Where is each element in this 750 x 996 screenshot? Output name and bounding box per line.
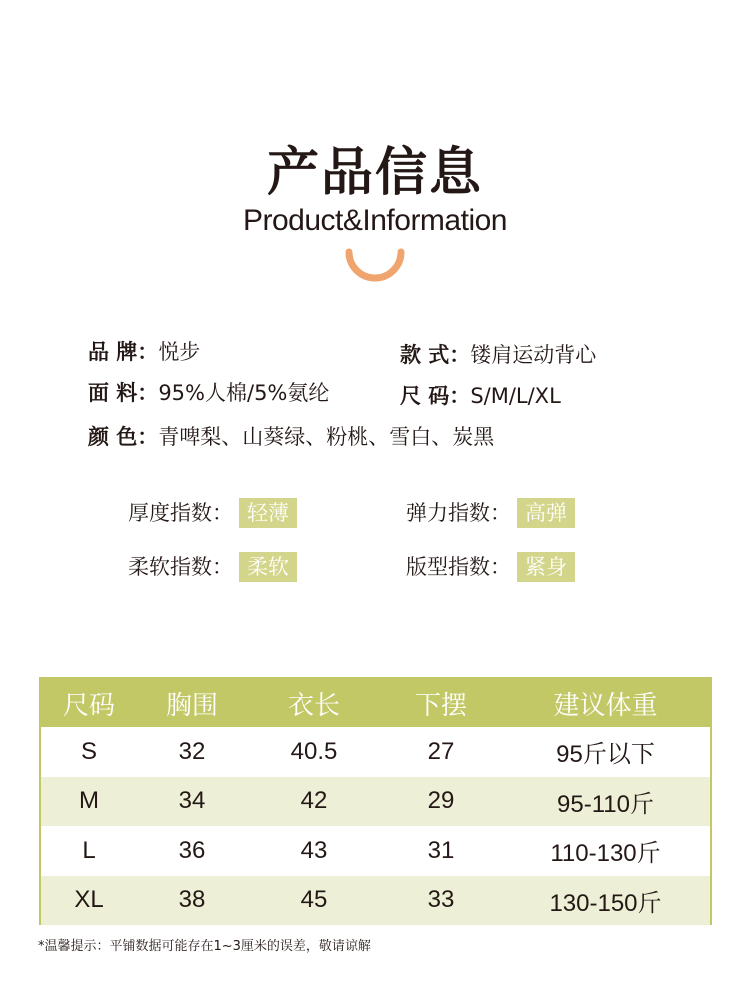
index-elastic-tag: 高弹 xyxy=(517,498,575,528)
info-fabric-value: 95%人棉/5%氨纶 xyxy=(158,381,330,405)
table-header-cell: 衣长 xyxy=(287,690,340,721)
info-style-key: 款 式： xyxy=(400,343,471,367)
index-thickness-label: 厚度指数： xyxy=(128,501,233,525)
table-cell: S xyxy=(80,737,97,765)
info-fabric xyxy=(88,379,329,407)
table-cell: 110-130斤 xyxy=(550,840,661,868)
index-fit-label: 版型指数： xyxy=(406,555,511,579)
table-cell: M xyxy=(79,787,99,815)
table-header-cell: 建议体重 xyxy=(553,690,658,721)
size-table xyxy=(39,677,712,925)
info-size xyxy=(400,382,561,410)
index-elastic-label: 弹力指数： xyxy=(406,501,511,525)
table-row xyxy=(41,777,710,827)
table-cell: 29 xyxy=(427,787,455,815)
table-cell: 42 xyxy=(300,787,328,815)
table-cell: 27 xyxy=(427,737,455,765)
table-cell: L xyxy=(82,836,96,864)
page-title-cn: 产品信息 xyxy=(266,143,483,203)
info-color xyxy=(88,423,494,451)
table-cell: 45 xyxy=(300,886,328,914)
table-cell: 36 xyxy=(178,836,206,864)
table-row xyxy=(41,876,710,926)
info-size-key: 尺 码： xyxy=(400,384,471,408)
table-cell: 33 xyxy=(427,886,455,914)
table-cell: 95斤以下 xyxy=(556,741,655,769)
info-style xyxy=(400,341,596,369)
info-color-value: 青啤梨、山葵绿、粉桃、雪白、炭黑 xyxy=(158,425,495,449)
footnote: *温馨提示：平铺数据可能存在1~3厘米的误差，敬请谅解 xyxy=(38,939,371,954)
table-cell: 38 xyxy=(178,886,206,914)
index-fit xyxy=(406,552,575,582)
table-header-cell: 尺码 xyxy=(62,690,115,721)
info-brand-key: 品 牌： xyxy=(88,340,159,364)
index-soft-tag: 柔软 xyxy=(239,552,297,582)
index-thickness-tag: 轻薄 xyxy=(239,498,297,528)
info-brand-value: 悦步 xyxy=(158,340,201,364)
table-cell: 40.5 xyxy=(290,737,338,765)
index-elastic xyxy=(406,498,575,528)
page-title-en: Product&Information xyxy=(243,204,507,237)
index-soft xyxy=(128,552,297,582)
table-cell: 43 xyxy=(300,836,328,864)
table-cell: 31 xyxy=(427,836,455,864)
index-soft-label: 柔软指数： xyxy=(128,555,233,579)
smile-arc-icon xyxy=(344,247,406,287)
table-cell: 34 xyxy=(178,787,206,815)
info-size-value: S/M/L/XL xyxy=(470,384,561,408)
info-brand xyxy=(88,338,200,366)
table-row xyxy=(41,727,710,777)
table-row xyxy=(41,826,710,876)
table-cell: 32 xyxy=(178,737,206,765)
table-header-cell: 胸围 xyxy=(165,690,218,721)
table-cell: XL xyxy=(74,886,104,914)
info-style-value: 镂肩运动背心 xyxy=(470,343,597,367)
info-fabric-key: 面 料： xyxy=(88,381,159,405)
index-thickness xyxy=(128,498,297,528)
table-cell: 130-150斤 xyxy=(549,889,662,917)
table-cell: 95-110斤 xyxy=(557,790,654,818)
table-header-cell: 下摆 xyxy=(414,690,467,721)
info-color-key: 颜 色： xyxy=(88,425,159,449)
index-fit-tag: 紧身 xyxy=(517,552,575,582)
table-header xyxy=(41,679,710,727)
